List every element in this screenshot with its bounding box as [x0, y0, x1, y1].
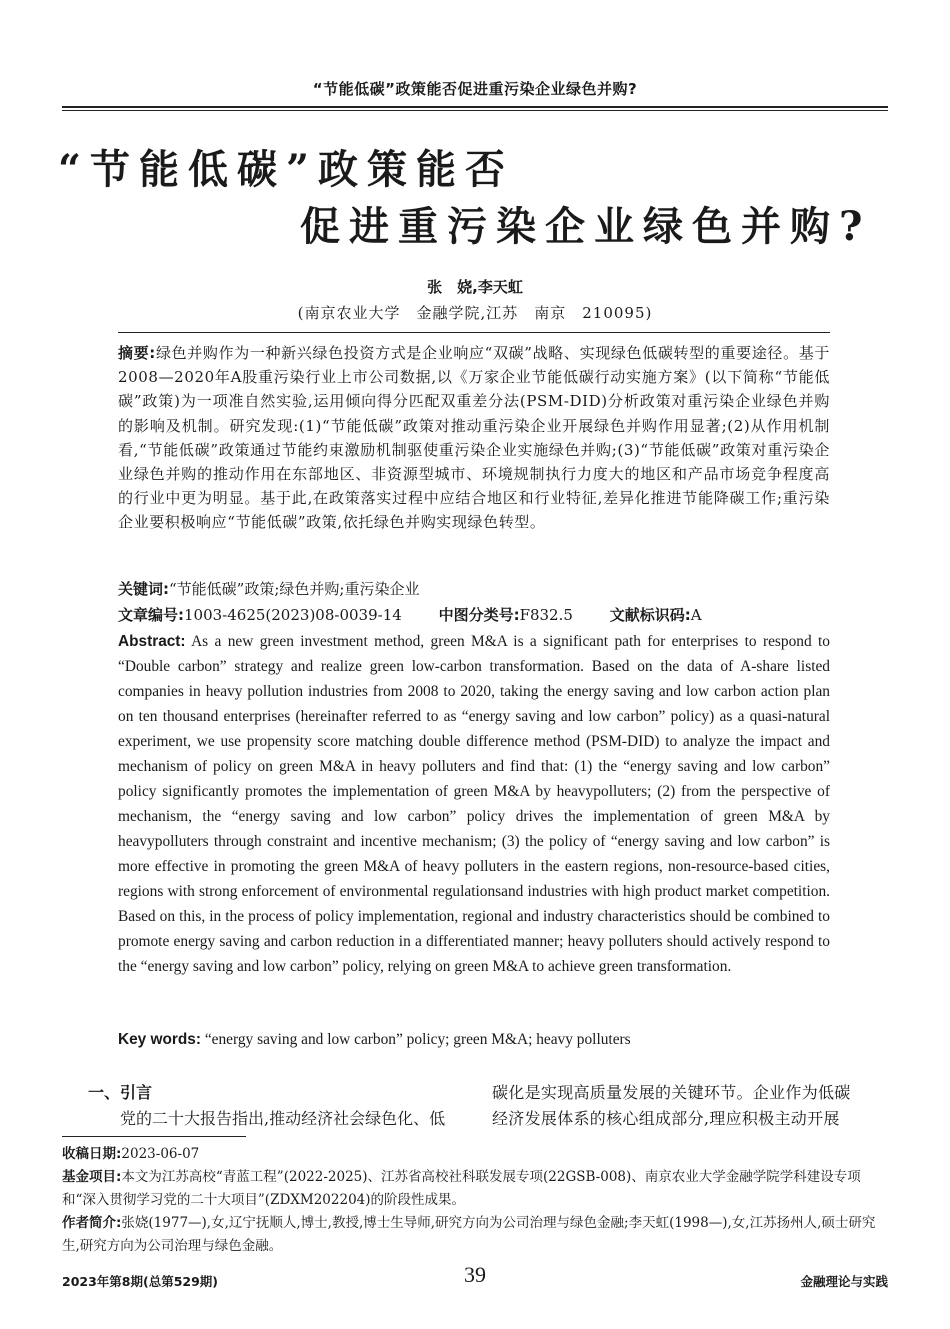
english-abstract — [118, 629, 830, 979]
footnote-fund: 基金项目:本文为江苏高校“青蓝工程”(2022-2025)、江苏省高校社科联发展专项(22GSB-008)、南京农业大学金融学院学科建设专项和“深入贯彻学习党的二十大项目”(ZDXM202204)的阶段性成果。 — [62, 1169, 861, 1208]
article-no: 1003-4625(2023)08-0039-14 — [184, 606, 402, 624]
article-no-label: 文章编号: — [118, 606, 184, 624]
body-left-column — [88, 1080, 460, 1132]
footnote-author: 作者简介:张娆(1977—),女,辽宁抚顺人,博士,教授,博士生导师,研究方向为公司治理与绿色金融;李天虹(1998—),女,江苏扬州人,硕士研究生,研究方向为公司治理与绿色金融。 — [62, 1215, 876, 1254]
section-heading: 一、引言 — [88, 1083, 153, 1102]
abstract-rule — [118, 332, 830, 333]
title-line-2: 促进重污染企业绿色并购? — [300, 203, 872, 250]
footer-issue: 2023年第8期(总第529期) — [62, 1274, 219, 1289]
keywords-text: “节能低碳”政策;绿色并购;重污染企业 — [169, 580, 420, 598]
footnotes — [62, 1143, 888, 1258]
header-rule-thin — [62, 110, 888, 111]
article-meta — [118, 604, 830, 625]
abstract-label: 摘要: — [118, 344, 156, 362]
authors: 张 娆,李天虹 — [427, 278, 523, 296]
clc-code: F832.5 — [519, 606, 573, 624]
english-keywords — [118, 1031, 830, 1049]
en-keywords-label: Key words: — [118, 1031, 201, 1048]
footnote-rule — [62, 1136, 246, 1137]
intro-line-2: 经济发展体系的核心组成部分,理应积极主动开展 — [492, 1109, 840, 1128]
footnote-received: 收稿日期:2023-06-07 — [62, 1146, 200, 1162]
en-keywords-text: “energy saving and low carbon” policy; green M&A; heavy polluters — [200, 1031, 631, 1048]
chinese-abstract — [118, 341, 830, 535]
keywords-label: 关键词: — [118, 580, 169, 598]
intro-paragraph-start: 党的二十大报告指出,推动经济社会绿色化、低 — [120, 1109, 446, 1128]
header-rule — [62, 106, 888, 108]
abstract-text: 绿色并购作为一种新兴绿色投资方式是企业响应“双碳”战略、实现绿色低碳转型的重要途径。基于2008—2020年A股重污染行业上市公司数据,以《万家企业节能低碳行动实施方案》(以下简称“节能低碳”政策)为一项准自然实验,运用倾向得分匹配双重差分法(PSM-DID)分析政策对重污染企业绿色并购的影响及机制。研究发现:(1)“节能低碳”政策对推动重污染企业开展绿色并购作用显著;(2)从作用机制看,“节能低碳”政策通过节能约束激励机制驱使重污染企业实施绿色并购;(3)“节能低碳”政策对重污染企业绿色并购的推动作用在东部地区、非资源型城市、环境规制执行力度大的地区和产品市场竞争程度高的行业中更为明显。基于此,在政策落实过程中应结合地区和行业特征,差异化推进节能降碳工作;重污染企业要积极响应“节能低碳”政策,依托绿色并购实现绿色转型。 — [118, 344, 830, 532]
clc-label: 中图分类号: — [438, 606, 520, 624]
body-right-column — [492, 1080, 890, 1132]
title-line-1: “节能低碳”政策能否 — [58, 146, 515, 193]
doc-code-label: 文献标识码: — [609, 606, 691, 624]
en-abstract-label: Abstract: — [118, 633, 186, 650]
doc-code: A — [690, 606, 702, 624]
en-abstract-text: As a new green investment method, green M&A is a significant path for enterprises to respond to “Double carbon” strategy and realize green low-carbon transformation. Based on the data of A-share listed companies in heavy pollution industries from 2008 to 2020, taking the energy saving and low carbon action plan on ten thousand enterprises (hereinafter referred to as “energy saving and low carbon” policy) as a quasi-natural experiment, we use propensity score matching double difference method (PSM-DID) to analyze the impact and mechanism of policy on green M&A in heavy polluters and find that: (1) the “energy saving and low carbon” policy significantly promotes the implementation of green M&A by heavypolluters; (2) from the perspective of mechanism, the “energy saving and low carbon” policy drives the implementation of green M&A by heavypolluters through constraint and incentive mechanism; (3) the policy of “energy saving and low carbon” is more effective in promoting the green M&A of heavy polluters in the eastern regions, non-resource-based cities, regions with strong enforcement of environmental regulationsand industries with high product market competition. Based on this, in the process of policy implementation, regional and industry characteristics should be combined to promote energy saving and carbon reduction in a differentiated manner; heavy polluters should actively respond to the “energy saving and low carbon” policy, relying on green M&A to achieve green transformation. — [118, 633, 830, 975]
intro-line-1: 碳化是实现高质量发展的关键环节。企业作为低碳 — [492, 1083, 851, 1102]
chinese-keywords — [118, 578, 830, 599]
affiliation: (南京农业大学 金融学院,江苏 南京 210095) — [297, 304, 653, 322]
running-header: “节能低碳”政策能否促进重污染企业绿色并购? — [312, 80, 638, 98]
page-number: 39 — [464, 1262, 486, 1287]
footer-journal: 金融理论与实践 — [800, 1274, 888, 1289]
